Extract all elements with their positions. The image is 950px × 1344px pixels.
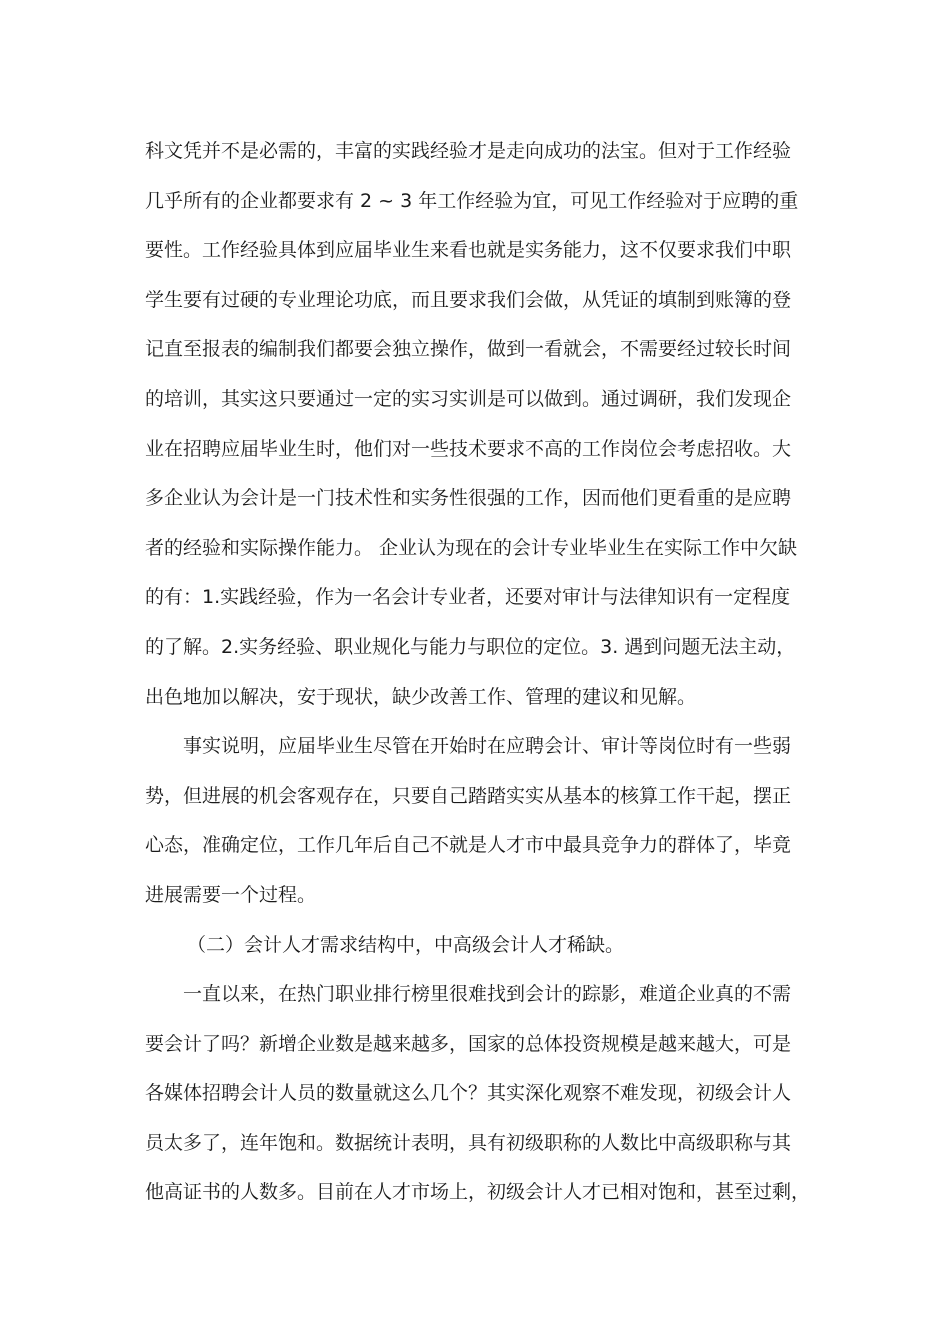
text-line: 学生要有过硬的专业理论功底，而且要求我们会做，从凭证的填制到账簿的登 — [145, 288, 792, 311]
text-line: 进展需要一个过程。 — [145, 883, 317, 906]
text-line: 要会计了吗？新增企业数是越来越多，国家的总体投资规模是越来越大，可是 — [145, 1032, 792, 1055]
text-line: 者的经验和实际操作能力。 企业认为现在的会计专业毕业生在实际工作中欠缺 — [145, 536, 798, 559]
text-line: 多企业认为会计是一门技术性和实务性很强的工作，因而他们更看重的是应聘 — [145, 487, 792, 510]
text-line: 各媒体招聘会计人员的数量就这么几个？其实深化观察不难发现，初级会计人 — [145, 1082, 792, 1105]
text-line: 几乎所有的企业都要求有 2 ~ 3 年工作经验为宜，可见工作经验对于应聘的重 — [145, 189, 799, 212]
text-line: 要性。工作经验具体到应届毕业生来看也就是实务能力，这不仅要求我们中职 — [145, 239, 792, 262]
section-heading: （二）会计人才需求结构中，中高级会计人才稀缺。 — [187, 933, 625, 956]
text-line: 出色地加以解决，安于现状，缺少改善工作、管理的建议和见解。 — [145, 685, 697, 708]
paragraph-start-line: 事实说明，应届毕业生尽管在开始时在应聘会计、审计等岗位时有一些弱 — [183, 735, 792, 758]
text-line: 势，但进展的机会客观存在，只要自己踏踏实实从基本的核算工作干起，摆正 — [145, 784, 792, 807]
text-line: 他高证书的人数多。目前在人才市场上，初级会计人才已相对饱和，甚至过剩， — [145, 1181, 811, 1204]
text-line: 的有：1.实践经验，作为一名会计专业者，还要对审计与法律知识有一定程度 — [145, 586, 791, 609]
text-line: 科文凭并不是必需的，丰富的实践经验才是走向成功的法宝。但对于工作经验 — [145, 140, 792, 162]
text-line: 心态，准确定位，工作几年后自己不就是人才市中最具竞争力的群体了，毕竟 — [145, 834, 792, 857]
body-text — [145, 134, 811, 1225]
text-line: 的了解。2.实务经验、职业规化与能力与职位的定位。3. 遇到问题无法主动， — [145, 635, 796, 658]
text-line: 的培训，其实这只要通过一定的实习实训是可以做到。通过调研，我们发现企 — [145, 387, 792, 410]
text-line: 业在招聘应届毕业生时，他们对一些技术要求不高的工作岗位会考虑招收。大 — [145, 437, 792, 460]
text-line: 员太多了，连年饱和。数据统计表明，具有初级职称的人数比中高级职称与其 — [145, 1131, 792, 1154]
paragraph-start-line: 一直以来，在热门职业排行榜里很难找到会计的踪影，难道企业真的不需 — [183, 983, 792, 1006]
text-line: 记直至报表的编制我们都要会独立操作，做到一看就会，不需要经过较长时间 — [145, 338, 792, 361]
